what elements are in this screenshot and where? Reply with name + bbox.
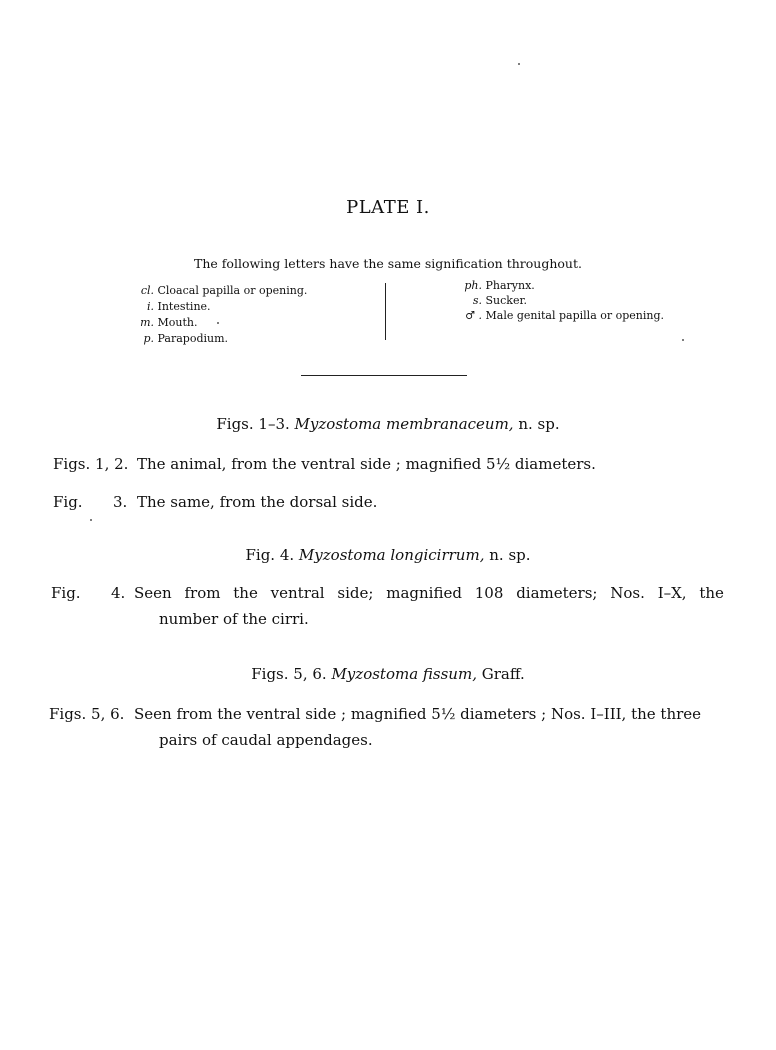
legend-abbr: ph. <box>464 279 482 292</box>
legend-abbr: p. <box>143 332 154 345</box>
section-rule <box>301 375 467 376</box>
heading-prefix: Figs. 5, 6. <box>251 665 327 683</box>
figure-label: Figs. 5, 6. <box>49 705 125 723</box>
figure-caption-line <box>134 584 724 602</box>
caption-word: I–X, <box>657 584 687 602</box>
heading-suffix: n. sp. <box>518 415 560 433</box>
heading-suffix: n. sp. <box>489 546 531 564</box>
species-name: Myzostoma longicirrum, <box>298 546 485 564</box>
print-speck <box>518 63 520 65</box>
caption-line-1 <box>134 584 724 602</box>
caption-word: Nos. <box>610 584 645 602</box>
legend-meaning: Intestine. <box>157 300 211 313</box>
figure-caption-line: number of the cirri. <box>159 610 309 628</box>
section-heading <box>0 415 776 433</box>
caption-word: diameters; <box>516 584 598 602</box>
print-speck <box>217 322 219 324</box>
legend-abbr: cl. <box>140 284 154 297</box>
legend-item <box>460 294 527 307</box>
caption-word: ventral <box>270 584 325 602</box>
species-name: Myzostoma fissum, <box>331 665 477 683</box>
caption-word: 108 <box>474 584 504 602</box>
legend-item <box>140 284 307 297</box>
legend-divider <box>385 283 386 340</box>
figure-number: 3. <box>113 493 128 511</box>
caption-word: Seen <box>134 584 172 602</box>
legend-meaning: Mouth. <box>157 316 198 329</box>
heading-suffix: Graff. <box>481 665 525 683</box>
heading-prefix: Figs. 1–3. <box>216 415 290 433</box>
caption-word: magnified <box>386 584 462 602</box>
legend-meaning: Parapodium. <box>157 332 229 345</box>
caption-word: side; <box>337 584 374 602</box>
plate-title: PLATE I. <box>346 197 430 218</box>
caption-word: from <box>184 584 221 602</box>
caption-word: the <box>233 584 258 602</box>
section-heading <box>0 546 776 564</box>
figure-caption-line: pairs of caudal appendages. <box>159 731 373 749</box>
legend-meaning: Sucker. <box>485 294 528 307</box>
legend-item <box>140 332 228 345</box>
print-speck <box>90 519 92 521</box>
legend-abbr: i. <box>146 300 154 313</box>
legend-item <box>140 300 211 313</box>
legend-meaning: Pharynx. <box>485 279 535 292</box>
legend-item <box>460 309 664 322</box>
legend-intro: The following letters have the same signification throughout. <box>194 256 582 271</box>
heading-prefix: Fig. 4. <box>245 546 295 564</box>
figure-label: Figs. 1, 2. <box>53 455 129 473</box>
legend-item <box>140 316 197 329</box>
caption-word: the <box>699 584 724 602</box>
figure-label: Fig. <box>53 493 83 511</box>
legend-item <box>460 279 535 292</box>
legend-abbr: s. <box>472 294 482 307</box>
legend-abbr: ♂ . <box>465 309 482 322</box>
figure-caption: The animal, from the ventral side ; magnified 5½ diameters. <box>137 455 596 473</box>
print-speck <box>682 339 684 341</box>
legend-abbr: m. <box>140 316 154 329</box>
figure-caption-line: Seen from the ventral side ; magnified 5½ diameters ; Nos. I–III, the three <box>134 705 702 723</box>
figure-caption: The same, from the dorsal side. <box>137 493 378 511</box>
figure-label: Fig. <box>51 584 81 602</box>
legend-meaning: Male genital papilla or opening. <box>485 309 665 322</box>
section-heading <box>0 665 776 683</box>
species-name: Myzostoma membranaceum, <box>294 415 514 433</box>
legend-meaning: Cloacal papilla or opening. <box>157 284 308 297</box>
figure-number: 4. <box>111 584 126 602</box>
